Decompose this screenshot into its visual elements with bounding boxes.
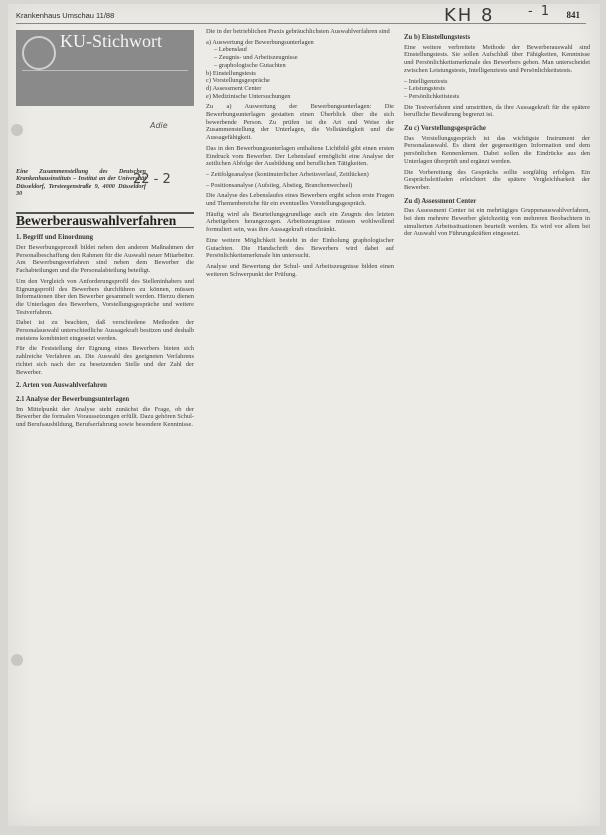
paragraph: Die Testverfahren sind umstritten, da ihre Aussagekraft für die spätere berufliche Bewährung begrenzt ist. [404, 103, 590, 119]
article-title: Bewerberauswahlverfahren [16, 212, 194, 229]
logo-icon [22, 36, 56, 70]
column-3 [404, 28, 590, 241]
column-2 [206, 28, 394, 281]
divider [22, 70, 188, 71]
intro-text: Eine Zusammenstellung des Deutschen Krankenhausinstituts – Institut an der Universität Düsseldorf, Tersteegenstraße 9, 4000 Düsseldorf 30 [16, 168, 146, 198]
paragraph: Eine weitere verbreitete Methode der Bewerberauswahl sind Einstellungstests. Sie sollen Aufschluß über Fähigkeiten, Kenntnisse und Persönlichkeitsmerkmale des Bewerbers geben. Man unterscheidet zwischen Leistungstests, Intelligenztests und Persönlichkeitstests. [404, 43, 590, 74]
list-item: – Zeugnis- und Arbeitszeugnisse [214, 54, 298, 62]
scanned-page [8, 4, 600, 826]
section-heading: 2. Arten von Auswahlverfahren [16, 382, 107, 390]
paragraph: Im Mittelpunkt der Analyse steht zunächst die Frage, ob der Bewerber die formalen Voraussetzungen erfüllt. Dazu gehören Schul- und Berufsausbildung, Berufserfahrung sowie besondere Kenntnisse. [16, 405, 194, 429]
list-item: – Persönlichkeitstests [404, 92, 460, 100]
punch-hole [11, 654, 23, 666]
paragraph: Analyse und Bewertung der Schul- und Arbeitszeugnisse bilden einen weiteren Schwerpunkt der Prüfung. [206, 262, 394, 278]
paragraph: – Positionsanalyse (Aufstieg, Abstieg, Branchenwechsel) [206, 181, 353, 189]
column-1 [16, 28, 194, 432]
page-number: 841 [566, 10, 580, 20]
list-item: b) Einstellungstests [206, 69, 256, 77]
paragraph: Das Assessment Center ist ein mehrtägiges Gruppenauswahlverfahren, bei dem mehrere Bewerber gleichzeitig von mehreren Beobachtern in simulierten Arbeitssituationen beurteilt werden. Es wird vor allem bei der Auswahl von Führungskräften eingesetzt. [404, 207, 590, 238]
paragraph: Der Bewerbungsprozeß bildet neben den anderen Maßnahmen der Personalbeschaffung den Rahmen für die Auswahl neuer Mitarbeiter. Am Bewerbungsverfahren sind neben dem Bewerber die Fachabteilungen und die Personalabteilung beteiligt. [16, 244, 194, 275]
handwritten-signature: Adie [150, 121, 168, 130]
paragraph: Zu a) Auswertung der Bewerbungsunterlagen: Die Bewerbungsunterlagen gestatten einen Überblick über die sich bewerbende Person. Zu prüfen ist die Art und Weise der Zusammenstellung der Unterlagen, die Vollständigkeit und die Aussagefähigkeit. [206, 103, 394, 142]
list-item: – Leistungstests [404, 85, 446, 93]
handwritten-number: 22 - 2 [133, 172, 171, 187]
section-heading: 1. Begriff und Einordnung [16, 234, 94, 242]
list-item: c) Vorstellungsgespräche [206, 77, 270, 85]
list-item: – graphologische Gutachten [214, 61, 286, 69]
paragraph: Die Analyse des Lebenslaufes eines Bewerbers ergibt schon erste Fragen und Themenbereiche für ein eventuelles Vorstellungsgespräch. [206, 192, 394, 208]
handwritten-mark-2: - 1 [528, 4, 552, 19]
list-item: a) Auswertung der Bewerbungsunterlagen [206, 38, 314, 46]
paragraph: Die Vorbereitung des Gesprächs sollte sorgfältig erfolgen. Ein Gesprächsleitfaden erleichtert die spätere Vergleichbarkeit der Bewerber. [404, 168, 590, 191]
paragraph: Häufig wird als Beurteilungsgrundlage auch ein Zeugnis des letzten Arbeitgebers herangezogen. Arbeitszeugnisse müssen wohlwollend formuliert sein, was ihre Aussagekraft einschränkt. [206, 210, 394, 234]
paragraph: Für die Feststellung der Eignung eines Bewerbers bieten sich zahlreiche Verfahren an. Die Auswahl des geeigneten Verfahrens richtet sich nach der zu besetzenden Stelle und der Zahl der Bewerber. [16, 345, 194, 376]
journal-name: Krankenhaus Umschau 11/88 [16, 11, 115, 20]
list-item: – Intelligenztests [404, 77, 448, 85]
section-heading: Zu b) Einstellungstests [404, 34, 471, 41]
list-item: d) Assessment Center [206, 84, 262, 92]
section-heading: Zu c) Vorstellungsgespräche [404, 125, 486, 133]
paragraph: – Zeitfolgeanalyse (kontinuierlicher Arbeitsverlauf, Zeitlücken) [206, 170, 369, 178]
subsection-heading: 2.1 Analyse der Bewerbungsunterlagen [16, 395, 130, 403]
paragraph: Um den Vergleich von Anforderungsprofil des Stelleninhabers und Eignungsprofil des Bewerbers durchführen zu können, müssen Informationen über den Bewerber gesammelt werden. Hierzu dienen die Unterlagen des Bewerbers, Vorstellungsgespräche und weitere Testverfahren. [16, 277, 194, 316]
box-title: KU-Stichwort [60, 31, 162, 51]
list-item: – Lebenslauf [214, 46, 248, 54]
handwritten-mark: KH 8 [444, 5, 495, 26]
list-item: e) Medizinische Untersuchungen [206, 92, 291, 100]
paragraph: Eine weitere Möglichkeit besteht in der Einholung graphologischer Gutachten. Die Handschrift des Bewerbers wird dabei auf Persönlichkeitsmerkmale hin untersucht. [206, 236, 394, 260]
paragraph: Die in der betrieblichen Praxis gebräuchlichsten Auswahlverfahren sind [206, 28, 390, 35]
paragraph: Das in den Bewerbungsunterlagen enthaltene Lichtbild gibt einen ersten Eindruck vom Bewerber. Der Lebenslauf ermöglicht eine Analyse der zeitlichen Abfolge der Ausbildung und beruflichen Tätigkeiten. [206, 144, 394, 168]
paragraph: Dabei ist zu beachten, daß verschiedene Methoden der Personalauswahl unterschiedliche Aussagekraft besitzen und deshalb meistens kombiniert eingesetzt werden. [16, 319, 194, 342]
section-heading: Zu d) Assessment Center [404, 197, 477, 205]
page-header [16, 5, 586, 26]
paragraph: Das Vorstellungsgespräch ist das wichtigste Instrument der Personalauswahl. Es dient der gegenseitigen Information und dem persönlichen Kennenlernen. Dabei sollen die Eindrücke aus den Unterlagen überprüft und ergänzt werden. [404, 134, 590, 165]
ku-stichwort-box [16, 30, 194, 106]
